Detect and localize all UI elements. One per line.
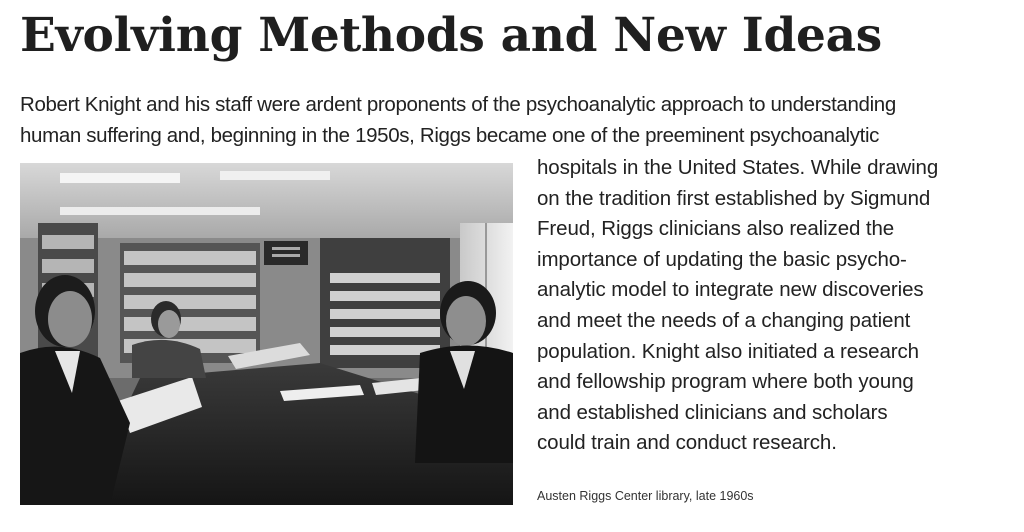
body-line: analytic model to integrate new discoveries [537,278,924,302]
intro-line: Robert Knight and his staff were ardent proponents of the psychoanalytic approach to understanding [20,93,896,116]
body-line: and fellowship program where both young [537,370,914,394]
intro-line: human suffering and, beginning in the 1950s, Riggs became one of the preeminent psychoanalytic [20,123,880,147]
photo-caption: Austen Riggs Center library, late 1960s [537,489,754,503]
body-line: hospitals in the United States. While drawing [537,156,939,179]
intro-paragraph [20,90,980,151]
body-paragraph [537,153,967,459]
body-line: on the tradition first established by Sigmund [537,186,931,210]
page-title: Evolving Methods and New Ideas [20,8,882,63]
body-line: and established clinicians and scholars [537,400,888,424]
library-photo [20,163,513,505]
body-line: population. Knight also initiated a research [537,339,919,363]
body-line: and meet the needs of a changing patient [537,308,911,332]
body-line: importance of updating the basic psycho- [537,247,907,271]
body-line: Freud, Riggs clinicians also realized the [537,217,895,241]
body-line: could train and conduct research. [537,431,837,455]
